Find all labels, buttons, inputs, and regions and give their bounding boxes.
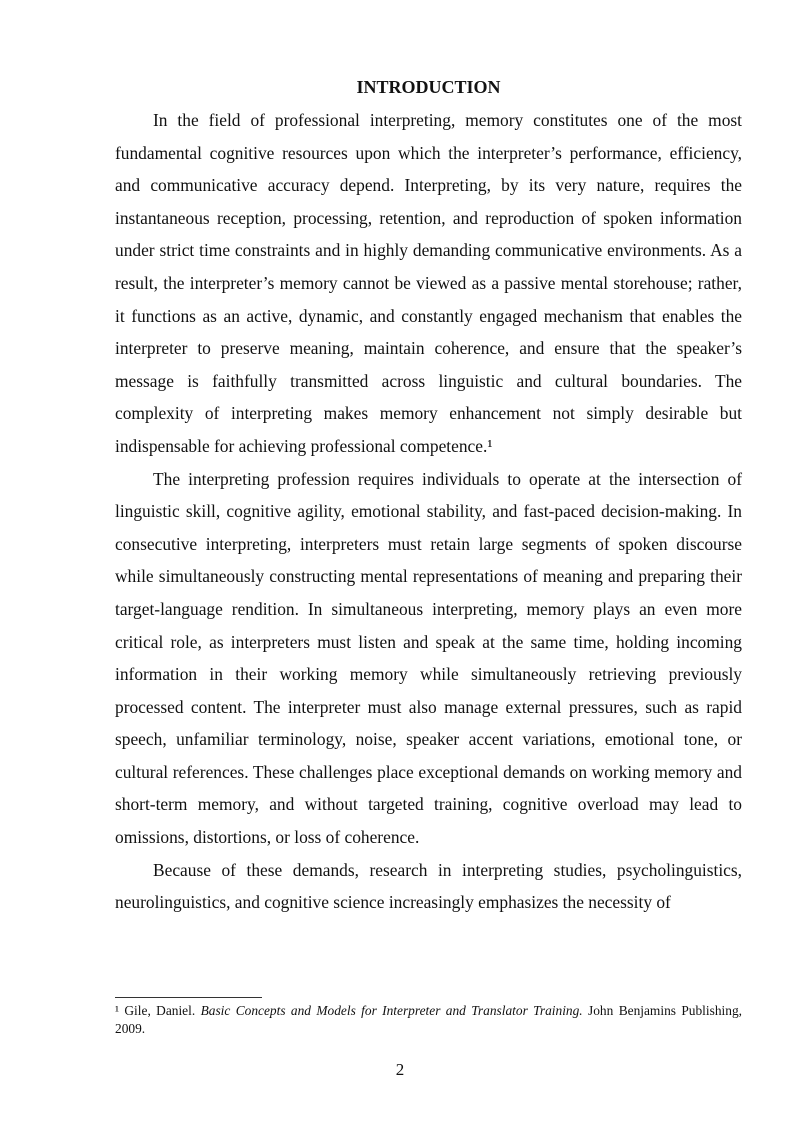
page-title: INTRODUCTION [356, 77, 501, 97]
paragraph-2: The interpreting profession requires individuals to operate at the intersection of linguistic skill, cognitive agility, emotional stability, and fast-paced decision-making. In consecutive interpreting, interpreters must retain large segments of spoken discourse while simultaneously constructing mental representations of meaning and preparing their target-language rendition. In simultaneous interpreting, memory plays an even more critical role, as interpreters must listen and speak at the same time, holding incoming information in their working memory while simultaneously retrieving previously processed content. The interpreter must also manage external pressures, such as rapid speech, unfamiliar terminology, noise, speaker accent variations, emotional tone, or cultural references. These challenges place exceptional demands on working memory and short-term memory, and without targeted training, cognitive overload may lead to omissions, distortions, or loss of coherence. [115, 468, 742, 848]
page-number: 2 [395, 1060, 405, 1079]
footnote-author: Gile, Daniel. [119, 1003, 201, 1018]
footnote-publisher: John Benjamins Publishing, 2009. [115, 1003, 742, 1036]
footnote-marker: ¹ [115, 1003, 120, 1018]
footnote [115, 1002, 742, 1038]
body-text [115, 104, 742, 919]
paragraph-3: Because of these demands, research in interpreting studies, psycholinguistics, neurolinguistics, and cognitive science increasingly emphasizes the necessity of [115, 859, 742, 913]
paragraph-1: In the field of professional interpreting, memory constitutes one of the most fundamental cognitive resources upon which the interpreter’s performance, efficiency, and communicative accuracy depend. Interpreting, by its very nature, requires the instantaneous reception, processing, retention, and reproduction of spoken information under strict time constraints and in highly demanding communicative environments. As a result, the interpreter’s memory cannot be viewed as a passive mental storehouse; rather, it functions as an active, dynamic, and constantly engaged mechanism that enables the interpreter to preserve meaning, maintain coherence, and ensure that the speaker’s message is faithfully transmitted across linguistic and cultural boundaries. The complexity of interpreting makes memory enhancement not simply desirable but indispensable for achieving professional competence.¹ [115, 110, 742, 456]
footnote-book-title: Basic Concepts and Models for Interpreter and Translator Training. [200, 1003, 583, 1018]
footnote-divider [115, 997, 262, 998]
